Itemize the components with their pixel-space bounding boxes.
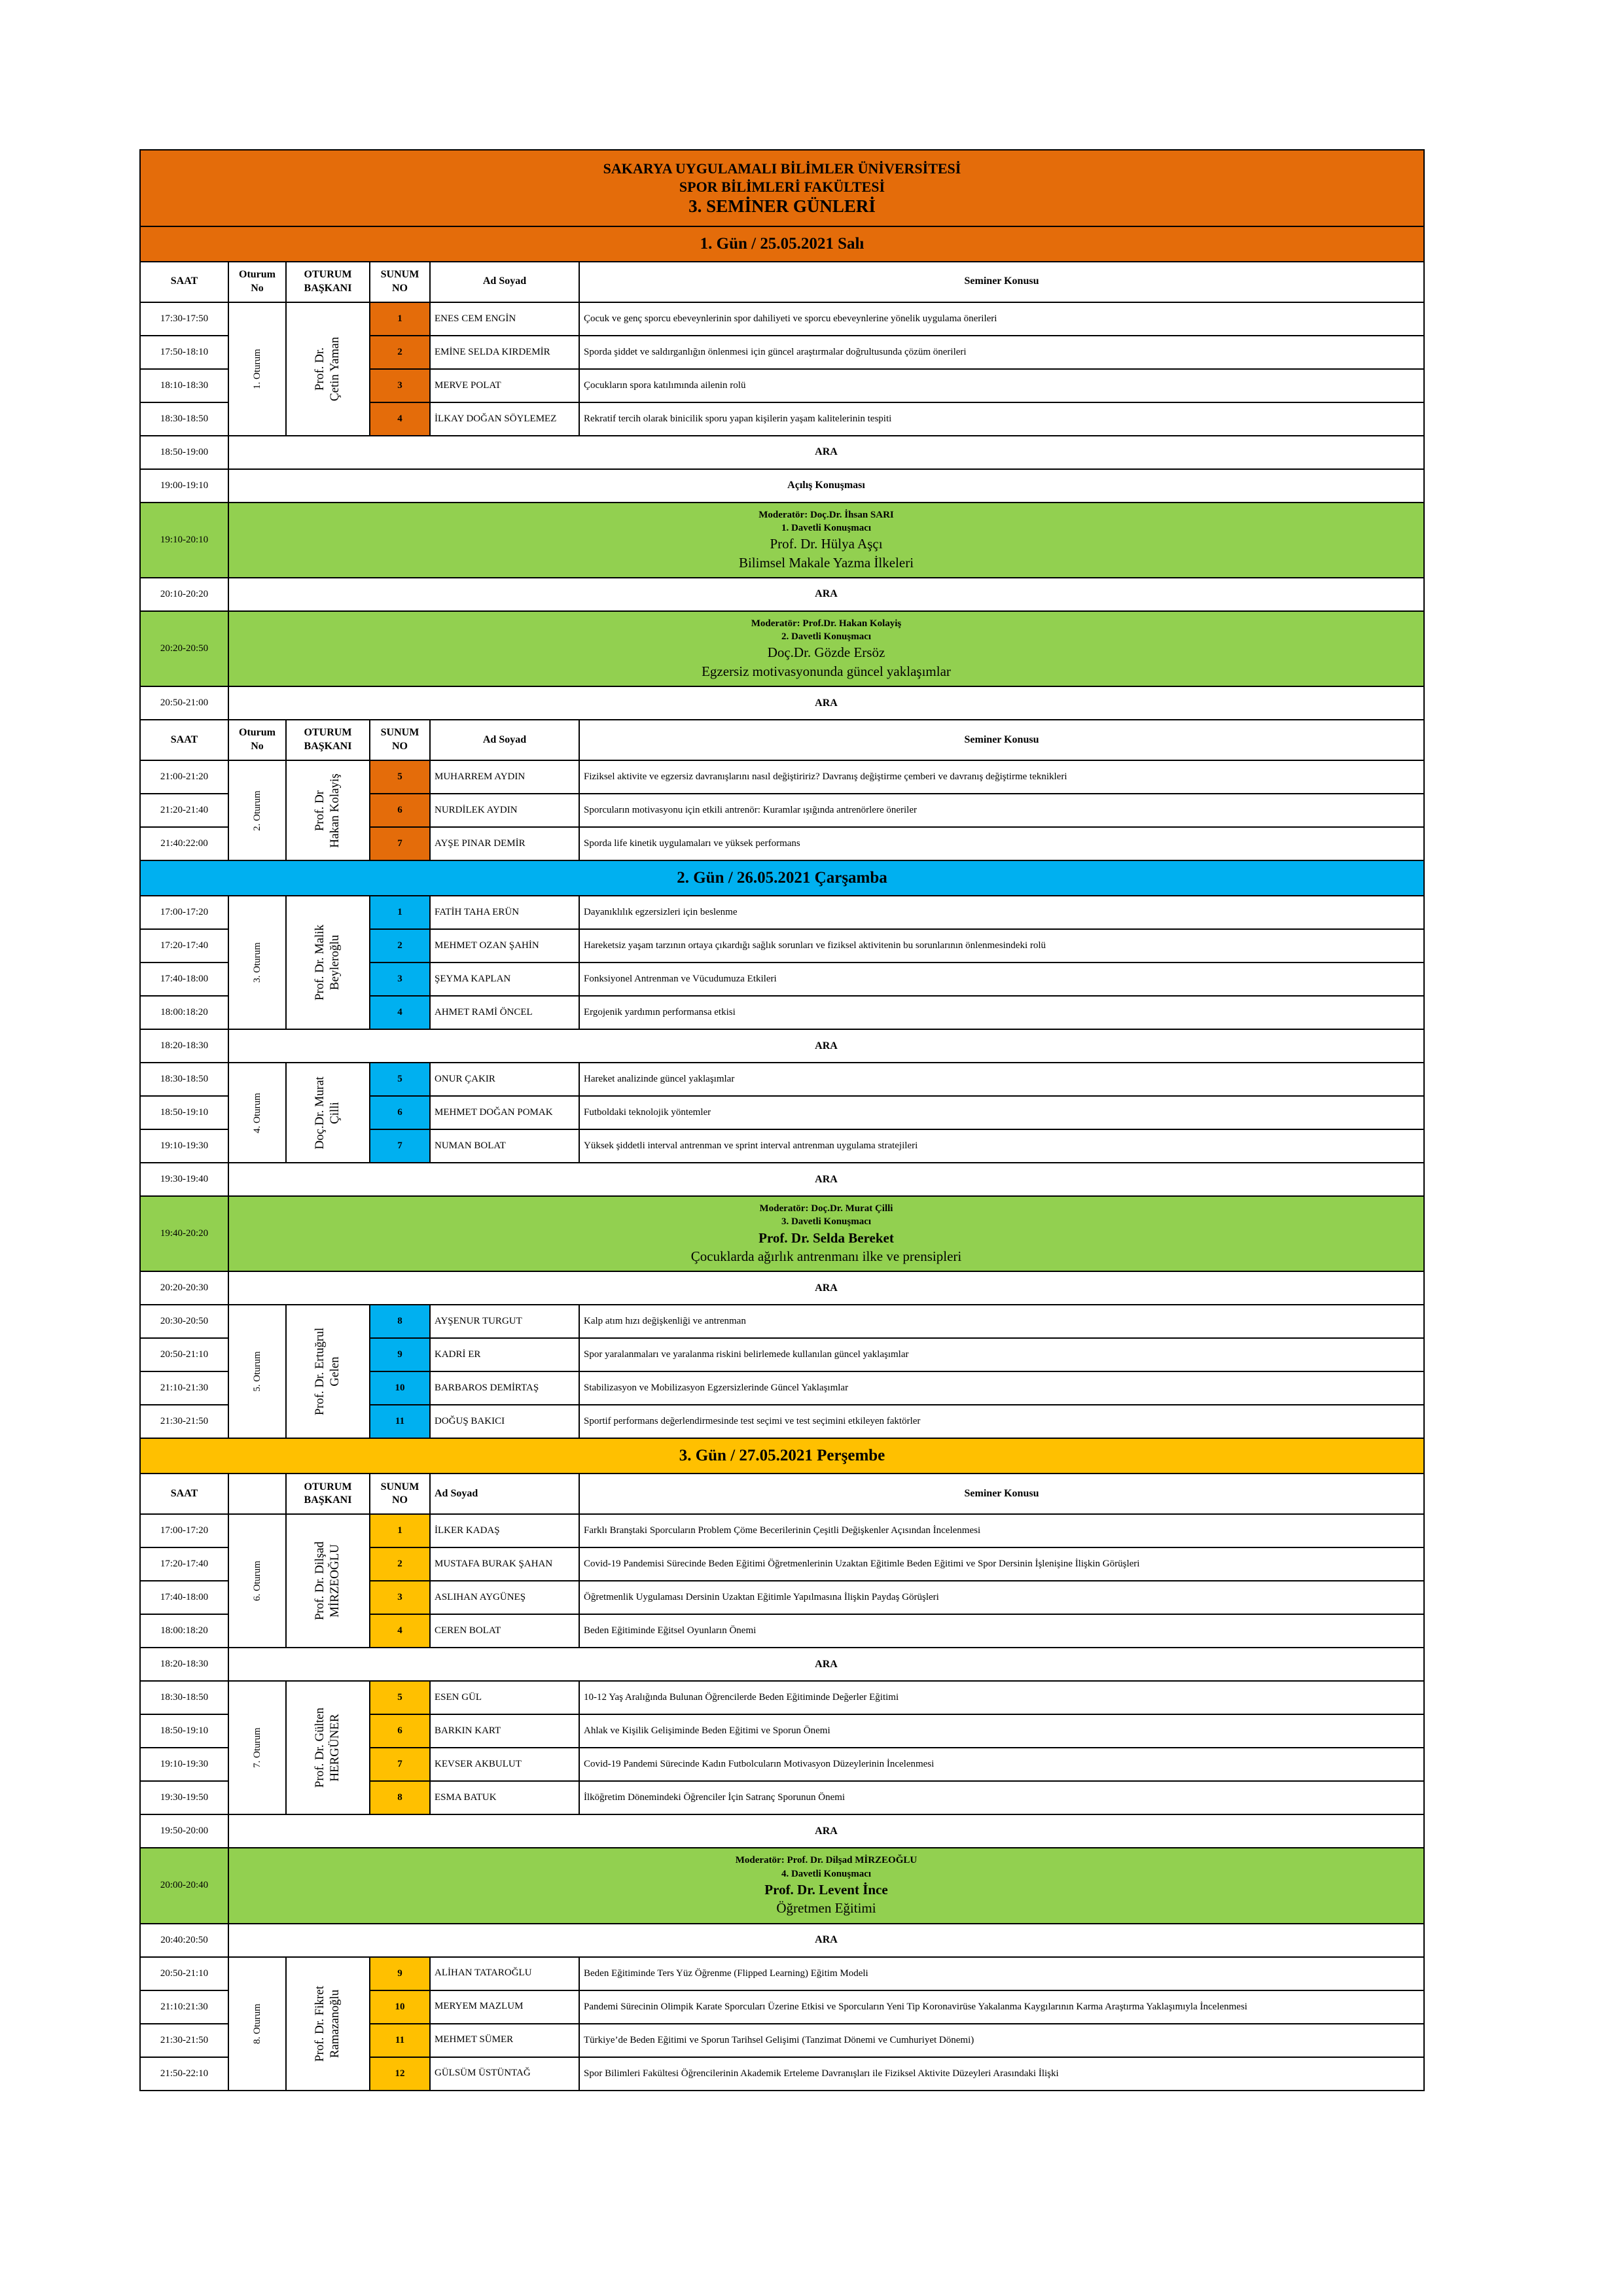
presentation-row — [140, 896, 1424, 929]
session-number-text: 6. Oturum — [252, 1561, 262, 1602]
presentation-topic: Stabilizasyon ve Mobilizasyon Egzersizlerinde Güncel Yaklaşımlar — [579, 1371, 1424, 1405]
session-number — [228, 1957, 286, 2091]
break-label: ARA — [228, 1271, 1424, 1305]
invited-title: 2. Davetli Konuşmacı — [781, 631, 872, 643]
presenter-name: ESMA BATUK — [430, 1781, 579, 1814]
presentation-topic: İlköğretim Dönemindeki Öğrenciler İçin Satranç Sporunun Önemi — [579, 1781, 1424, 1814]
break-time: 18:20-18:30 — [140, 1029, 228, 1063]
presentation-topic: Sporda şiddet ve saldırganlığın önlenmesi için güncel araştırmalar doğrultusunda çözüm önerileri — [579, 336, 1424, 369]
presentation-time: 19:10-19:30 — [140, 1748, 228, 1781]
presenter-name: DOĞUŞ BAKICI — [430, 1405, 579, 1438]
presentation-topic: Pandemi Sürecinin Olimpik Karate Sporcuları Üzerine Etkisi ve Sporcuların Yeni Tip Koronavirüse Yakalanma Kaygılarının Karma Araştırma Yaklaşımıyla İncelenmesi — [579, 1990, 1424, 2024]
presentation-number: 4 — [370, 402, 430, 436]
presentation-time: 21:40:22:00 — [140, 827, 228, 860]
invited-time: 19:40-20:20 — [140, 1196, 228, 1271]
presentation-topic: Ahlak ve Kişilik Gelişiminde Beden Eğitimi ve Sporun Önemi — [579, 1714, 1424, 1748]
schedule-table — [139, 149, 1425, 2091]
invited-speaker: Prof. Dr. Levent İnce — [764, 1881, 888, 1898]
presentation-row — [140, 1957, 1424, 1990]
presentation-topic: Spor Bilimleri Fakültesi Öğrencilerinin Akademik Erteleme Davranışları ile Fiziksel Aktivite Düzeyleri Arasındaki İlişki — [579, 2057, 1424, 2091]
break-row — [140, 578, 1424, 611]
presenter-name: İLKER KADAŞ — [430, 1514, 579, 1547]
presenter-name: BARBAROS DEMİRTAŞ — [430, 1371, 579, 1405]
col-oturum-baskani: OTURUM BAŞKANI — [286, 262, 370, 302]
break-row — [140, 686, 1424, 720]
session-chair — [286, 1063, 370, 1163]
presentation-row — [140, 1681, 1424, 1714]
presenter-name: ASLIHAN AYGÜNEŞ — [430, 1581, 579, 1614]
col-seminer-konusu: Seminer Konusu — [579, 262, 1424, 302]
session-number — [228, 1514, 286, 1648]
presenter-name: BARKIN KART — [430, 1714, 579, 1748]
presentation-topic: Fiziksel aktivite ve egzersiz davranışlarını nasıl değiştiririz? Davranış değiştirme çemberi ve davranış değiştirme teknikleri — [579, 760, 1424, 794]
presentation-time: 17:00-17:20 — [140, 1514, 228, 1547]
invited-info — [228, 1848, 1424, 1923]
presentation-time: 17:50-18:10 — [140, 336, 228, 369]
presentation-number: 9 — [370, 1957, 430, 1990]
presentation-number: 12 — [370, 2057, 430, 2091]
presentation-time: 21:30-21:50 — [140, 2024, 228, 2057]
presentation-time: 18:30-18:50 — [140, 402, 228, 436]
event-title: 3. SEMİNER GÜNLERİ — [688, 196, 876, 216]
presentation-topic: Spor yaralanmaları ve yaralanma riskini belirlemede kullanılan güncel yaklaşımlar — [579, 1338, 1424, 1371]
presentation-time: 17:40-18:00 — [140, 963, 228, 996]
presentation-topic: Öğretmenlik Uygulaması Dersinin Uzaktan Eğitimle Yapılmasına İlişkin Paydaş Görüşleri — [579, 1581, 1424, 1614]
presentation-time: 19:10-19:30 — [140, 1129, 228, 1163]
presentation-time: 18:00:18:20 — [140, 1614, 228, 1648]
presentation-topic: Beden Eğitiminde Eğitsel Oyunların Önemi — [579, 1614, 1424, 1648]
break-time: 18:20-18:30 — [140, 1648, 228, 1681]
presenter-name: ŞEYMA KAPLAN — [430, 963, 579, 996]
invited-speaker-row — [140, 503, 1424, 578]
presentation-number: 3 — [370, 1581, 430, 1614]
faculty-name: SPOR BİLİMLERİ FAKÜLTESİ — [679, 178, 885, 195]
invited-time: 20:00-20:40 — [140, 1848, 228, 1923]
moderator: Moderatör: Prof. Dr. Dilşad MİRZEOĞLU — [735, 1855, 918, 1866]
session-chair — [286, 896, 370, 1029]
presenter-name: EMİNE SELDA KIRDEMİR — [430, 336, 579, 369]
break-time: 18:50-19:00 — [140, 436, 228, 469]
moderator: Moderatör: Doç.Dr. Murat Çilli — [759, 1203, 893, 1214]
session-number-text: 4. Oturum — [252, 1092, 262, 1133]
presenter-name: MEHMET SÜMER — [430, 2024, 579, 2057]
day-header — [140, 860, 1424, 896]
session-number-text: 3. Oturum — [252, 942, 262, 983]
moderator: Moderatör: Prof.Dr. Hakan Kolayiş — [751, 618, 902, 629]
presentation-time: 18:50-19:10 — [140, 1714, 228, 1748]
session-number-text: 2. Oturum — [252, 790, 262, 831]
break-row — [140, 469, 1424, 503]
presentation-number: 2 — [370, 336, 430, 369]
presentation-number: 6 — [370, 1096, 430, 1129]
invited-topic: Bilimsel Makale Yazma İlkeleri — [738, 554, 914, 571]
presentation-time: 17:40-18:00 — [140, 1581, 228, 1614]
break-label: ARA — [228, 436, 1424, 469]
session-number-text: 5. Oturum — [252, 1351, 262, 1392]
presenter-name: KADRİ ER — [430, 1338, 579, 1371]
invited-info — [228, 611, 1424, 686]
col-ad-soyad: Ad Soyad — [430, 1474, 579, 1514]
presentation-topic: Sporcuların motivasyonu için etkili antrenör: Kuramlar ışığında antrenörlere öneriler — [579, 794, 1424, 827]
presentation-time: 17:20-17:40 — [140, 1547, 228, 1581]
session-chair-text: Doç.Dr. Murat Çilli — [313, 1076, 342, 1150]
break-label: ARA — [228, 578, 1424, 611]
break-label: ARA — [228, 1924, 1424, 1957]
day-header — [140, 1438, 1424, 1474]
col-saat: SAAT — [140, 1474, 228, 1514]
break-label: ARA — [228, 1648, 1424, 1681]
session-chair-text: Prof. Dr. Malik Beyleroğlu — [313, 925, 342, 1001]
presentation-number: 1 — [370, 1514, 430, 1547]
break-label: ARA — [228, 1029, 1424, 1063]
invited-info — [228, 503, 1424, 578]
break-time: 20:50-21:00 — [140, 686, 228, 720]
break-row — [140, 1029, 1424, 1063]
presenter-name: FATİH TAHA ERÜN — [430, 896, 579, 929]
invited-speaker: Doç.Dr. Gözde Ersöz — [767, 645, 885, 661]
session-chair-text: Prof. Dr. Fikret Ramazanoğlu — [313, 1985, 342, 2062]
session-chair-text: Prof. Dr. Çetin Yaman — [313, 336, 342, 401]
break-row — [140, 1163, 1424, 1196]
presentation-topic: Fonksiyonel Antrenman ve Vücudumuza Etkileri — [579, 963, 1424, 996]
day-title: 3. Gün / 27.05.2021 Perşembe — [140, 1438, 1424, 1474]
presentation-topic: Kalp atım hızı değişkenliği ve antrenman — [579, 1305, 1424, 1338]
presentation-time: 17:30-17:50 — [140, 302, 228, 336]
presentation-topic: Rekratif tercih olarak binicilik sporu yapan kişilerin yaşam kalitelerinin tespiti — [579, 402, 1424, 436]
presentation-time: 18:30-18:50 — [140, 1681, 228, 1714]
session-chair-text: Prof. Dr. Dilşad MİRZEOĞLU — [313, 1542, 342, 1621]
presentation-number: 4 — [370, 996, 430, 1029]
session-number — [228, 1305, 286, 1438]
session-number — [228, 896, 286, 1029]
break-time: 19:50-20:00 — [140, 1814, 228, 1848]
presentation-topic: Dayanıklılık egzersizleri için beslenme — [579, 896, 1424, 929]
presentation-time: 18:50-19:10 — [140, 1096, 228, 1129]
presenter-name: KEVSER AKBULUT — [430, 1748, 579, 1781]
presentation-row — [140, 302, 1424, 336]
presentation-topic: Yüksek şiddetli interval antrenman ve sprint interval antrenman uygulama stratejileri — [579, 1129, 1424, 1163]
presentation-time: 18:10-18:30 — [140, 369, 228, 402]
presentation-number: 7 — [370, 1129, 430, 1163]
col-sunum-no: SUNUM NO — [370, 262, 430, 302]
presentation-topic: Covid-19 Pandemisi Sürecinde Beden Eğitimi Öğretmenlerinin Uzaktan Eğitimle Beden Eğitimi ve Spor Dersinin İşlenişine İlişkin Görüşleri — [579, 1547, 1424, 1581]
presenter-name: MERVE POLAT — [430, 369, 579, 402]
presentation-topic: Covid-19 Pandemi Sürecinde Kadın Futbolcuların Motivasyon Düzeylerinin İncelenmesi — [579, 1748, 1424, 1781]
break-row — [140, 436, 1424, 469]
col-ad-soyad: Ad Soyad — [430, 262, 579, 302]
session-number — [228, 1063, 286, 1163]
presentation-number: 11 — [370, 1405, 430, 1438]
presentation-topic: Türkiye’de Beden Eğitimi ve Sporun Tarihsel Gelişimi (Tanzimat Dönemi ve Cumhuriyet Dönemi) — [579, 2024, 1424, 2057]
presenter-name: MUSTAFA BURAK ŞAHAN — [430, 1547, 579, 1581]
break-row — [140, 1648, 1424, 1681]
invited-title: 4. Davetli Konuşmacı — [781, 1868, 872, 1879]
presenter-name: ONUR ÇAKIR — [430, 1063, 579, 1096]
session-number-text: 7. Oturum — [252, 1727, 262, 1769]
presentation-topic: Hareket analizinde güncel yaklaşımlar — [579, 1063, 1424, 1096]
break-time: 20:20-20:30 — [140, 1271, 228, 1305]
presentation-time: 21:00-21:20 — [140, 760, 228, 794]
break-label: ARA — [228, 1814, 1424, 1848]
col-oturum-no — [228, 1474, 286, 1514]
invited-info — [228, 1196, 1424, 1271]
invited-topic: Egzersiz motivasyonunda güncel yaklaşımlar — [702, 663, 951, 679]
day-title: 2. Gün / 26.05.2021 Çarşamba — [140, 860, 1424, 896]
session-number — [228, 1681, 286, 1814]
presentation-time: 18:30-18:50 — [140, 1063, 228, 1096]
invited-topic: Çocuklarda ağırlık antrenmanı ilke ve prensipleri — [690, 1248, 962, 1264]
presentation-number: 3 — [370, 963, 430, 996]
presentation-time: 21:10-21:30 — [140, 1371, 228, 1405]
presentation-number: 10 — [370, 1371, 430, 1405]
presentation-row — [140, 1514, 1424, 1547]
session-chair — [286, 1305, 370, 1438]
presentation-time: 17:00-17:20 — [140, 896, 228, 929]
presentation-number: 2 — [370, 929, 430, 963]
presentation-time: 21:20-21:40 — [140, 794, 228, 827]
column-header-row — [140, 1474, 1424, 1514]
presentation-number: 5 — [370, 1681, 430, 1714]
presentation-number: 5 — [370, 760, 430, 794]
presentation-number: 10 — [370, 1990, 430, 2024]
session-number — [228, 760, 286, 860]
invited-speaker: Prof. Dr. Selda Bereket — [758, 1229, 894, 1246]
presentation-number: 1 — [370, 302, 430, 336]
presentation-topic: Sporda life kinetik uygulamaları ve yüksek performans — [579, 827, 1424, 860]
presentation-topic: Beden Eğitiminde Ters Yüz Öğrenme (Flipped Learning) Eğitim Modeli — [579, 1957, 1424, 1990]
col-oturum-no: Oturum No — [228, 720, 286, 760]
presentation-number: 5 — [370, 1063, 430, 1096]
col-oturum-no: Oturum No — [228, 262, 286, 302]
invited-topic: Öğretmen Eğitimi — [776, 1900, 876, 1916]
column-header-row — [140, 720, 1424, 760]
presenter-name: ESEN GÜL — [430, 1681, 579, 1714]
invited-time: 19:10-20:10 — [140, 503, 228, 578]
presentation-time: 20:50-21:10 — [140, 1957, 228, 1990]
break-row — [140, 1814, 1424, 1848]
day-title: 1. Gün / 25.05.2021 Salı — [140, 226, 1424, 262]
break-label: Açılış Konuşması — [228, 469, 1424, 503]
presentation-time: 21:50-22:10 — [140, 2057, 228, 2091]
presentation-number: 11 — [370, 2024, 430, 2057]
presenter-name: AHMET RAMİ ÖNCEL — [430, 996, 579, 1029]
presentation-number: 6 — [370, 1714, 430, 1748]
presentation-number: 8 — [370, 1305, 430, 1338]
presentation-number: 9 — [370, 1338, 430, 1371]
invited-speaker-row — [140, 1196, 1424, 1271]
session-chair — [286, 302, 370, 436]
presentation-topic: Farklı Branştaki Sporcuların Problem Çöme Becerilerinin Çeşitli Değişkenler Açısından İncelenmesi — [579, 1514, 1424, 1547]
col-saat: SAAT — [140, 720, 228, 760]
break-row — [140, 1924, 1424, 1957]
university-name: SAKARYA UYGULAMALI BİLİMLER ÜNİVERSİTESİ — [603, 160, 961, 177]
col-sunum-no: SUNUM NO — [370, 1474, 430, 1514]
presentation-topic: Çocukların spora katılımında ailenin rolü — [579, 369, 1424, 402]
presenter-name: AYŞENUR TURGUT — [430, 1305, 579, 1338]
presentation-topic: 10-12 Yaş Aralığında Bulunan Öğrencilerde Beden Eğitiminde Değerler Eğitimi — [579, 1681, 1424, 1714]
invited-title: 3. Davetli Konuşmacı — [781, 1216, 872, 1227]
presentation-time: 18:00:18:20 — [140, 996, 228, 1029]
seminar-schedule — [139, 149, 1425, 2091]
session-number-text: 8. Oturum — [252, 2003, 262, 2044]
moderator: Moderatör: Doç.Dr. İhsan SARI — [758, 509, 894, 520]
invited-time: 20:20-20:50 — [140, 611, 228, 686]
column-header-row — [140, 262, 1424, 302]
presentation-topic: Hareketsiz yaşam tarzının ortaya çıkardığı sağlık sorunları ve fiziksel aktivitenin bu sorunlarının önlenmesindeki rolü — [579, 929, 1424, 963]
col-ad-soyad: Ad Soyad — [430, 720, 579, 760]
presentation-topic: Futboldaki teknolojik yöntemler — [579, 1096, 1424, 1129]
session-chair — [286, 1957, 370, 2091]
invited-speaker-row — [140, 611, 1424, 686]
presentation-time: 21:30-21:50 — [140, 1405, 228, 1438]
session-chair-text: Prof. Dr Hakan Kolayiş — [313, 773, 342, 848]
break-label: ARA — [228, 1163, 1424, 1196]
day-header — [140, 226, 1424, 262]
presentation-topic: Çocuk ve genç sporcu ebeveynlerinin spor dahiliyeti ve sporcu ebeveynlerine yönelik uygulama önerileri — [579, 302, 1424, 336]
presentation-time: 21:10:21:30 — [140, 1990, 228, 2024]
col-sunum-no: SUNUM NO — [370, 720, 430, 760]
presentation-number: 8 — [370, 1781, 430, 1814]
presenter-name: MERYEM MAZLUM — [430, 1990, 579, 2024]
presentation-time: 17:20-17:40 — [140, 929, 228, 963]
col-seminer-konusu: Seminer Konusu — [579, 720, 1424, 760]
presentation-topic: Ergojenik yardımın performansa etkisi — [579, 996, 1424, 1029]
presenter-name: NURDİLEK AYDIN — [430, 794, 579, 827]
break-row — [140, 1271, 1424, 1305]
presentation-time: 19:30-19:50 — [140, 1781, 228, 1814]
break-time: 20:40:20:50 — [140, 1924, 228, 1957]
session-chair — [286, 760, 370, 860]
col-oturum-baskani: OTURUM BAŞKANI — [286, 720, 370, 760]
presentation-row — [140, 1063, 1424, 1096]
break-time: 19:00-19:10 — [140, 469, 228, 503]
session-number — [228, 302, 286, 436]
presentation-number: 3 — [370, 369, 430, 402]
session-chair-text: Prof. Dr. Ertuğrul Gelen — [313, 1328, 342, 1416]
document-header — [140, 150, 1424, 226]
break-time: 19:30-19:40 — [140, 1163, 228, 1196]
invited-speaker: Prof. Dr. Hülya Aşçı — [770, 536, 883, 552]
presentation-number: 2 — [370, 1547, 430, 1581]
col-oturum-baskani: OTURUM BAŞKANI — [286, 1474, 370, 1514]
presenter-name: İLKAY DOĞAN SÖYLEMEZ — [430, 402, 579, 436]
invited-speaker-row — [140, 1848, 1424, 1923]
presenter-name: MEHMET DOĞAN POMAK — [430, 1096, 579, 1129]
presentation-time: 20:30-20:50 — [140, 1305, 228, 1338]
presentation-topic: Sportif performans değerlendirmesinde test seçimi ve test seçimini etkileyen faktörler — [579, 1405, 1424, 1438]
presenter-name: AYŞE PINAR DEMİR — [430, 827, 579, 860]
invited-title: 1. Davetli Konuşmacı — [781, 523, 872, 533]
col-seminer-konusu: Seminer Konusu — [579, 1474, 1424, 1514]
presentation-number: 6 — [370, 794, 430, 827]
col-saat: SAAT — [140, 262, 228, 302]
presentation-time: 20:50-21:10 — [140, 1338, 228, 1371]
break-label: ARA — [228, 686, 1424, 720]
break-time: 20:10-20:20 — [140, 578, 228, 611]
session-chair-text: Prof. Dr. Gülten HERGÜNER — [313, 1708, 342, 1788]
presentation-row — [140, 1305, 1424, 1338]
presenter-name: ENES CEM ENGİN — [430, 302, 579, 336]
presenter-name: GÜLSÜM ÜSTÜNTAĞ — [430, 2057, 579, 2091]
session-number-text: 1. Oturum — [252, 348, 262, 389]
presenter-name: MEHMET OZAN ŞAHİN — [430, 929, 579, 963]
session-chair — [286, 1681, 370, 1814]
presentation-row — [140, 760, 1424, 794]
presentation-number: 4 — [370, 1614, 430, 1648]
presentation-number: 1 — [370, 896, 430, 929]
presentation-number: 7 — [370, 827, 430, 860]
presentation-number: 7 — [370, 1748, 430, 1781]
presenter-name: MUHARREM AYDIN — [430, 760, 579, 794]
presenter-name: NUMAN BOLAT — [430, 1129, 579, 1163]
presenter-name: CEREN BOLAT — [430, 1614, 579, 1648]
session-chair — [286, 1514, 370, 1648]
presenter-name: ALİHAN TATAROĞLU — [430, 1957, 579, 1990]
